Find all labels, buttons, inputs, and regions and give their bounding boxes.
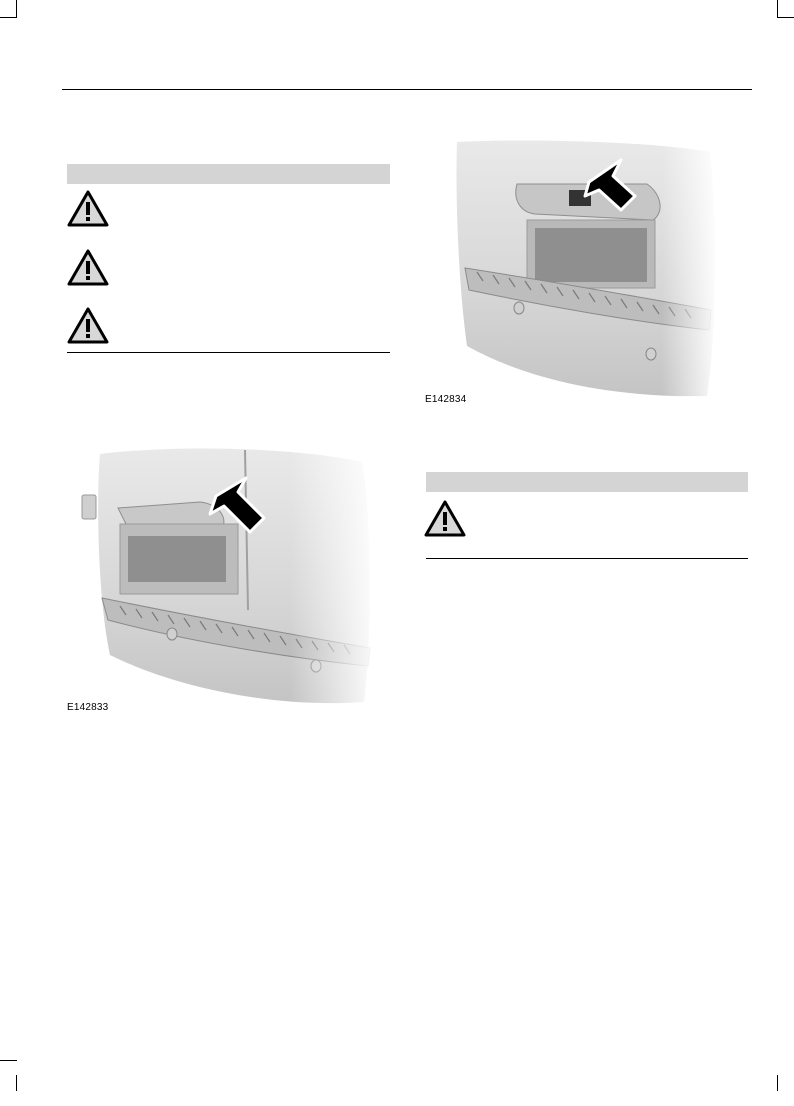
warning-end-rule — [426, 558, 748, 559]
figure-caption-left: E142833 — [67, 702, 109, 713]
crop-mark — [0, 17, 17, 18]
warning-triangle-icon — [67, 249, 109, 286]
warning-triangle-icon — [67, 190, 109, 227]
crop-mark — [777, 1075, 778, 1091]
warning-header-bar — [67, 164, 390, 184]
warning-end-rule — [67, 352, 390, 353]
van-rear-figure-left — [80, 440, 380, 710]
van-rear-figure-right — [455, 140, 720, 400]
warning-header-bar — [426, 472, 748, 492]
crop-mark — [16, 1075, 17, 1091]
warning-triangle-icon — [424, 500, 466, 537]
crop-mark — [0, 1060, 17, 1061]
crop-mark — [16, 0, 17, 17]
warning-triangle-icon — [67, 307, 109, 344]
crop-mark — [777, 0, 778, 17]
figure-caption-right: E142834 — [425, 394, 467, 405]
header-rule — [62, 89, 752, 90]
crop-mark — [777, 17, 794, 18]
